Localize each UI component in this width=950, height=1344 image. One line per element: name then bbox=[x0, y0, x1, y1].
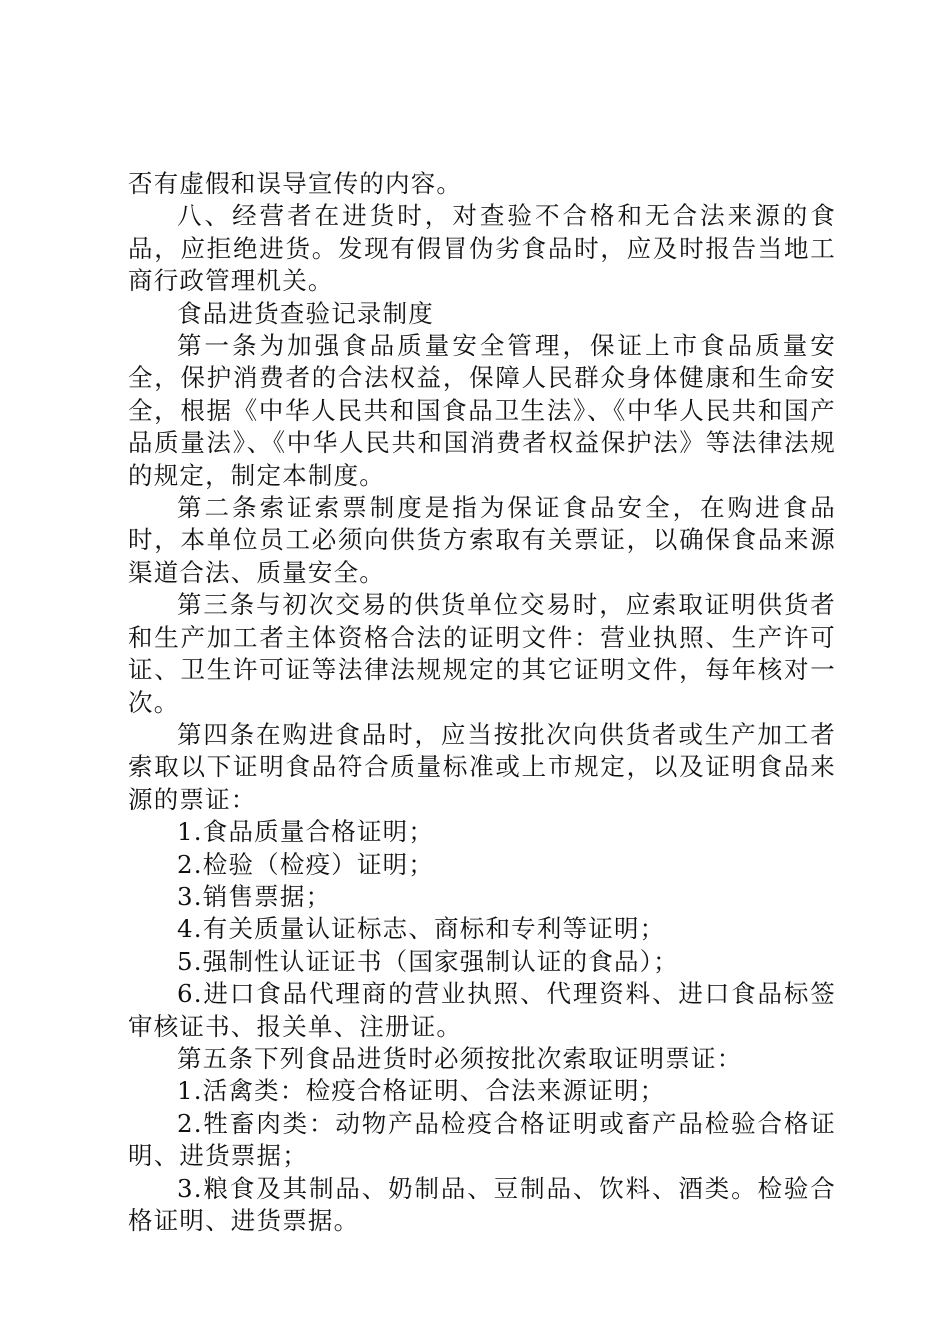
list-item: 1.食品质量合格证明； bbox=[177, 817, 435, 847]
paragraph: 第五条下列食品进货时必须按批次索取证明票证： bbox=[177, 1043, 743, 1073]
list-item: 2.检验（检疫）证明； bbox=[177, 849, 435, 879]
section-title: 食品进货查验记录制度 bbox=[177, 298, 434, 328]
list-item: 5.强制性认证证书（国家强制认证的食品）； bbox=[177, 946, 679, 976]
paragraph: 第三条与初次交易的供货单位交易时，应索取证明供货者和生产加工者主体资格合法的证明文件：营业执照、生产许可证、卫生许可证等法律法规规定的其它证明文件，每年核对一次。 bbox=[128, 590, 836, 717]
paragraph: 否有虚假和误导宣传的内容。 bbox=[128, 169, 463, 198]
paragraph: 第二条索证索票制度是指为保证食品安全，在购进食品时，本单位员工必须向供货方索取有关票证，以确保食品来源渠道合法、质量安全。 bbox=[128, 493, 836, 587]
list-item: 4.有关质量认证标志、商标和专利等证明； bbox=[177, 914, 666, 944]
paragraph: 第四条在购进食品时，应当按批次向供货者或生产加工者索取以下证明食品符合质量标准或上市规定，以及证明食品来源的票证： bbox=[128, 719, 836, 814]
document-body bbox=[128, 168, 836, 1237]
list-item: 3.销售票据； bbox=[177, 881, 332, 911]
paragraph: 第一条为加强食品质量安全管理，保证上市食品质量安全，保护消费者的合法权益，保障人民群众身体健康和生命安全，根据《中华人民共和国食品卫生法》、《中华人民共和国产品质量法》、《中华人民共和国消费者权益保护法》等法律法规的规定，制定本制度。 bbox=[128, 331, 836, 490]
list-item: 2.牲畜肉类：动物产品检疫合格证明或畜产品检验合格证明、进货票据； bbox=[128, 1108, 836, 1171]
list-item: 1.活禽类：检疫合格证明、合法来源证明； bbox=[177, 1076, 666, 1106]
list-item: 6.进口食品代理商的营业执照、代理资料、进口食品标签审核证书、报关单、注册证。 bbox=[128, 979, 836, 1041]
list-item: 3.粮食及其制品、奶制品、豆制品、饮料、酒类。检验合格证明、进货票据。 bbox=[128, 1173, 836, 1235]
paragraph: 八、经营者在进货时，对查验不合格和无合法来源的食品，应拒绝进货。发现有假冒伪劣食品时，应及时报告当地工商行政管理机关。 bbox=[128, 201, 836, 296]
